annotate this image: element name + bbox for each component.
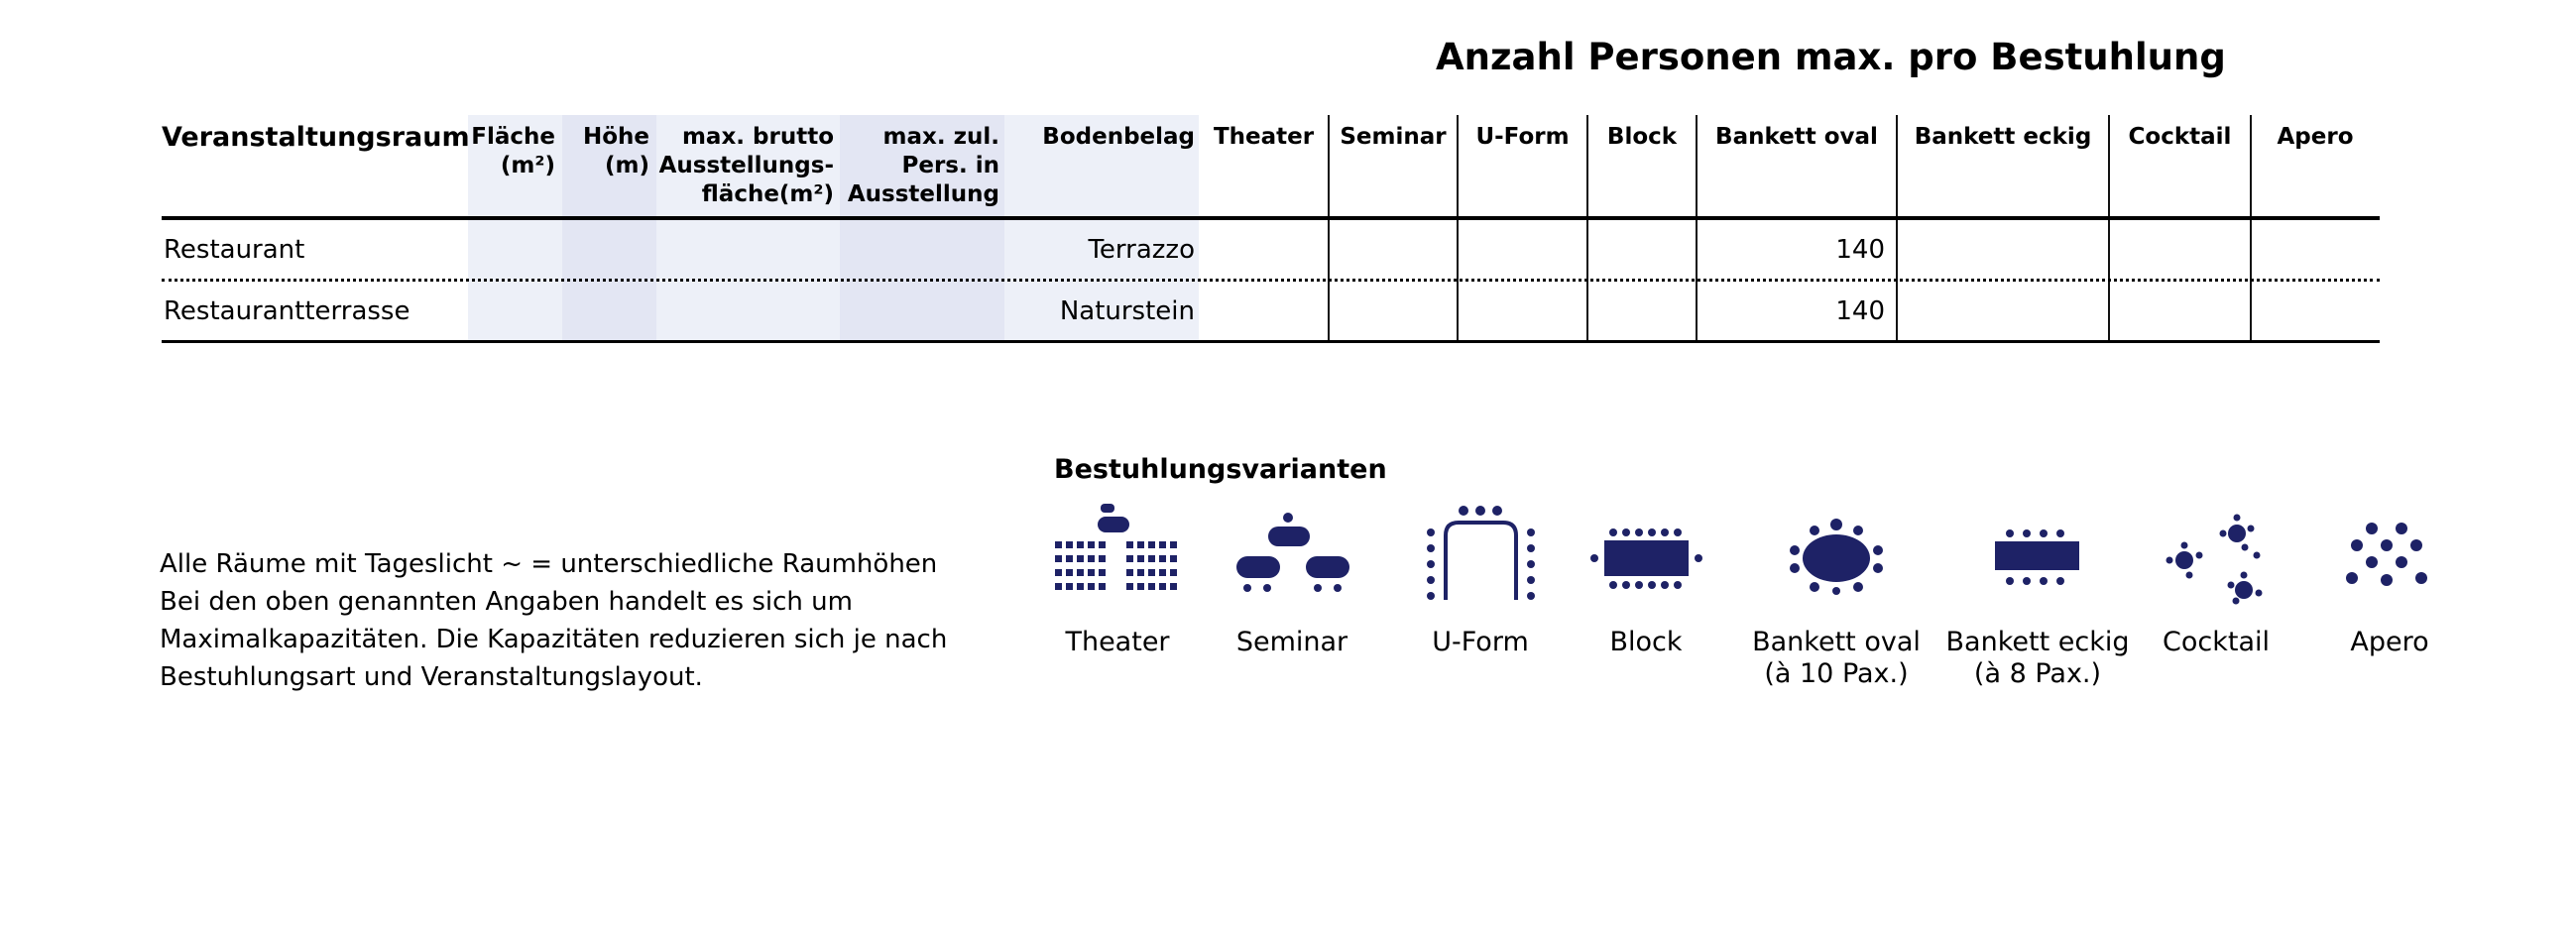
variant-label-apero: Apero xyxy=(2350,627,2429,657)
variants-title: Bestuhlungsvarianten xyxy=(1054,454,1387,485)
header-area xyxy=(471,123,555,180)
header-height xyxy=(583,123,649,180)
col-divider xyxy=(1328,115,1330,343)
header-height-line2: (m) xyxy=(605,153,649,178)
header-room: Veranstaltungsraum xyxy=(162,122,470,153)
bankett-oval-icon xyxy=(1785,501,1889,595)
header-bankett-oval: Bankett oval xyxy=(1715,124,1878,150)
header-gross-line2: Ausstellungs- xyxy=(658,153,834,178)
note-line-1: Alle Räume mit Tageslicht ~ = unterschiedliche Raumhöhen xyxy=(160,549,938,579)
header-gross-line1: max. brutto xyxy=(681,124,834,150)
bankett-eckig-icon xyxy=(1991,501,2085,595)
header-persons xyxy=(848,123,999,209)
table-row-1-room: Restaurant xyxy=(164,235,305,265)
col-divider xyxy=(2108,115,2110,343)
capacity-note xyxy=(160,545,973,696)
theater-icon xyxy=(1053,501,1182,605)
variant-label-theater: Theater xyxy=(1065,627,1170,657)
header-block: Block xyxy=(1606,124,1678,150)
variant-label-seminar: Seminar xyxy=(1235,627,1348,657)
u-form-icon xyxy=(1424,501,1538,605)
row-divider xyxy=(162,279,2380,282)
col-divider xyxy=(2250,115,2252,343)
page-title: Anzahl Personen max. pro Bestuhlung xyxy=(1436,36,2226,78)
col-divider xyxy=(1457,115,1459,343)
seminar-icon xyxy=(1232,501,1351,595)
col-divider xyxy=(1586,115,1588,343)
variant-label-bankett-eckig-sub: (à 8 Pax.) xyxy=(1973,658,2102,689)
note-line-2: Bei den oben genannten Angaben handelt es sich um xyxy=(160,587,853,617)
variant-label-bankett-oval-main: Bankett oval xyxy=(1752,627,1921,657)
variant-label-bankett-oval-sub: (à 10 Pax.) xyxy=(1764,658,1909,689)
header-bankett-eckig: Bankett eckig xyxy=(1914,124,2092,150)
variant-label-block: Block xyxy=(1609,627,1683,657)
header-persons-line1: max. zul. xyxy=(882,124,999,150)
header-seminar: Seminar xyxy=(1340,124,1447,150)
header-rule xyxy=(162,216,2380,220)
cocktail-icon xyxy=(2162,501,2271,605)
header-area-line2: (m²) xyxy=(500,153,555,178)
note-line-4: Bestuhlungsart und Veranstaltungslayout. xyxy=(160,662,703,692)
table-row-2-floor: Naturstein xyxy=(1059,296,1195,326)
col-divider xyxy=(1896,115,1898,343)
header-height-line1: Höhe xyxy=(582,124,649,150)
header-floor: Bodenbelag xyxy=(1042,124,1195,150)
header-persons-line2: Pers. in xyxy=(901,153,999,178)
variant-label-cocktail: Cocktail xyxy=(2163,627,2270,657)
table-row-1-floor: Terrazzo xyxy=(1088,235,1195,265)
variant-label-bankett-eckig-main: Bankett eckig xyxy=(1945,627,2130,657)
table-bottom-rule xyxy=(162,340,2380,343)
table-row-1-bankett-oval: 140 xyxy=(1835,235,1885,265)
variant-label-u-form: U-Form xyxy=(1432,627,1529,657)
header-cocktail: Cocktail xyxy=(2128,124,2232,150)
header-theater: Theater xyxy=(1213,124,1315,150)
note-line-3: Maximalkapazitäten. Die Kapazitäten reduzieren sich je nach xyxy=(160,625,948,654)
col-divider xyxy=(1696,115,1698,343)
table-row-2-room: Restaurantterrasse xyxy=(164,296,410,326)
header-gross-line3: fläche(m²) xyxy=(701,181,834,207)
header-persons-line3: Ausstellung xyxy=(847,181,999,207)
apero-icon xyxy=(2342,501,2436,595)
header-apero: Apero xyxy=(2277,124,2354,150)
variant-label-bankett-eckig xyxy=(1938,627,2137,690)
table-row-2-bankett-oval: 140 xyxy=(1835,296,1885,326)
header-gross xyxy=(659,123,834,209)
header-area-line1: Fläche xyxy=(471,124,555,150)
block-icon xyxy=(1589,501,1703,595)
header-uform: U-Form xyxy=(1475,124,1570,150)
variant-label-bankett-oval xyxy=(1737,627,1935,690)
